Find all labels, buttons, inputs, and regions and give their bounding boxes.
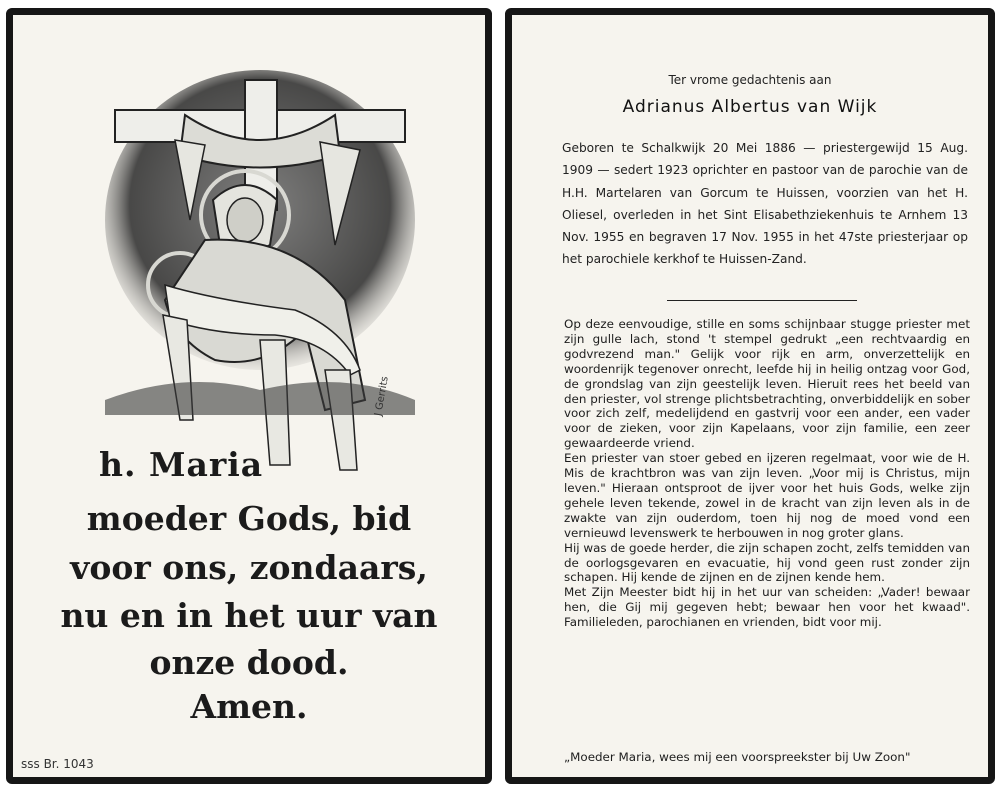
prayer-card-front <box>6 8 492 784</box>
eulogy-paragraph: Hij was de goede herder, die zijn schapen zocht, zelfs temidden van de oorlogsgevaren en evacuatie, hij vond geen rust zonder zijn schapen. Hij kende de zijnen en de zijnen kende hem. <box>564 540 970 585</box>
divider <box>667 300 857 301</box>
eulogy-text <box>564 317 970 630</box>
pieta-illustration <box>95 70 425 500</box>
eulogy-paragraph: Op deze eenvoudige, stille en soms schijnbaar stugge priester met zijn gulle lach, stond 't stempel gedrukt „een rechtvaardig en godvrezend man." Gelijk voor rijk en arm, onverzettelijk en woordenrijk tegenover onrecht, leefde hij in heilig ontzag voor God, de grondslag van zijn geestelijk leven. Hieruit rees het beeld van den priester, vol strenge plichtsbetrachting, onverbiddelijk en sober voor zich zelf, medelijdend en gastvrij voor een ander, een vader voor de zieken, voor zijn Kapelaans, voor zijn familie, een zeer gewaardeerde vriend. <box>564 317 970 451</box>
deceased-name: Adrianus Albertus van Wijk <box>622 97 878 117</box>
eulogy-paragraph: Een priester van stoer gebed en ijzeren regelmaat, voor wie de H. Mis de krachtbron was van zijn leven. „Voor mij is Christus, mijn leven." Hieraan ontsproot de ijver voor het huis Gods, welke zijn gehele leven tekende, zowel in de kracht van zijn leven als in de zwakte van zijn ouderdom, toen hij nog de moed vond een vernieuwd levenswerk te herbouwen in nog groter glans. <box>564 451 970 540</box>
print-code: sss Br. 1043 <box>21 757 94 771</box>
prayer-line-3: voor ons, zondaars, <box>70 548 428 587</box>
closing-quote: „Moeder Maria, wees mij een voorspreekster bij Uw Zoon" <box>564 750 911 764</box>
biography-text: Geboren te Schalkwijk 20 Mei 1886 — priestergewijd 15 Aug. 1909 — sedert 1923 oprichter en pastoor van de parochie van de H.H. Martelaren van Gorcum te Huissen, voorzien van het H. Oliesel, overleden in het Sint Elisabethziekenhuis te Arnhem 13 Nov. 1955 en begraven 17 Nov. 1955 in het 47ste priesterjaar op het parochiele kerkhof te Huissen-Zand. <box>562 141 968 267</box>
prayer-card-back <box>505 8 995 784</box>
prayer-line-6: Amen. <box>190 687 308 726</box>
eulogy-paragraph: Met Zijn Meester bidt hij in het uur van scheiden: „Vader! bewaar hen, die Gij mij gegeven hebt; bewaar hen voor het kwaad". Familieleden, parochianen en vrienden, bidt voor mij. <box>564 585 970 630</box>
memorial-heading: Ter vrome gedachtenis aan <box>668 73 832 87</box>
prayer-line-5: onze dood. <box>149 643 349 682</box>
prayer-line-2: moeder Gods, bid <box>86 499 412 538</box>
prayer-line-4: nu en in het uur van <box>60 596 438 635</box>
prayer-line-1: h. Maria <box>99 445 264 484</box>
pieta-drawing <box>95 70 425 500</box>
artist-signature: J Gerrits <box>373 375 391 417</box>
